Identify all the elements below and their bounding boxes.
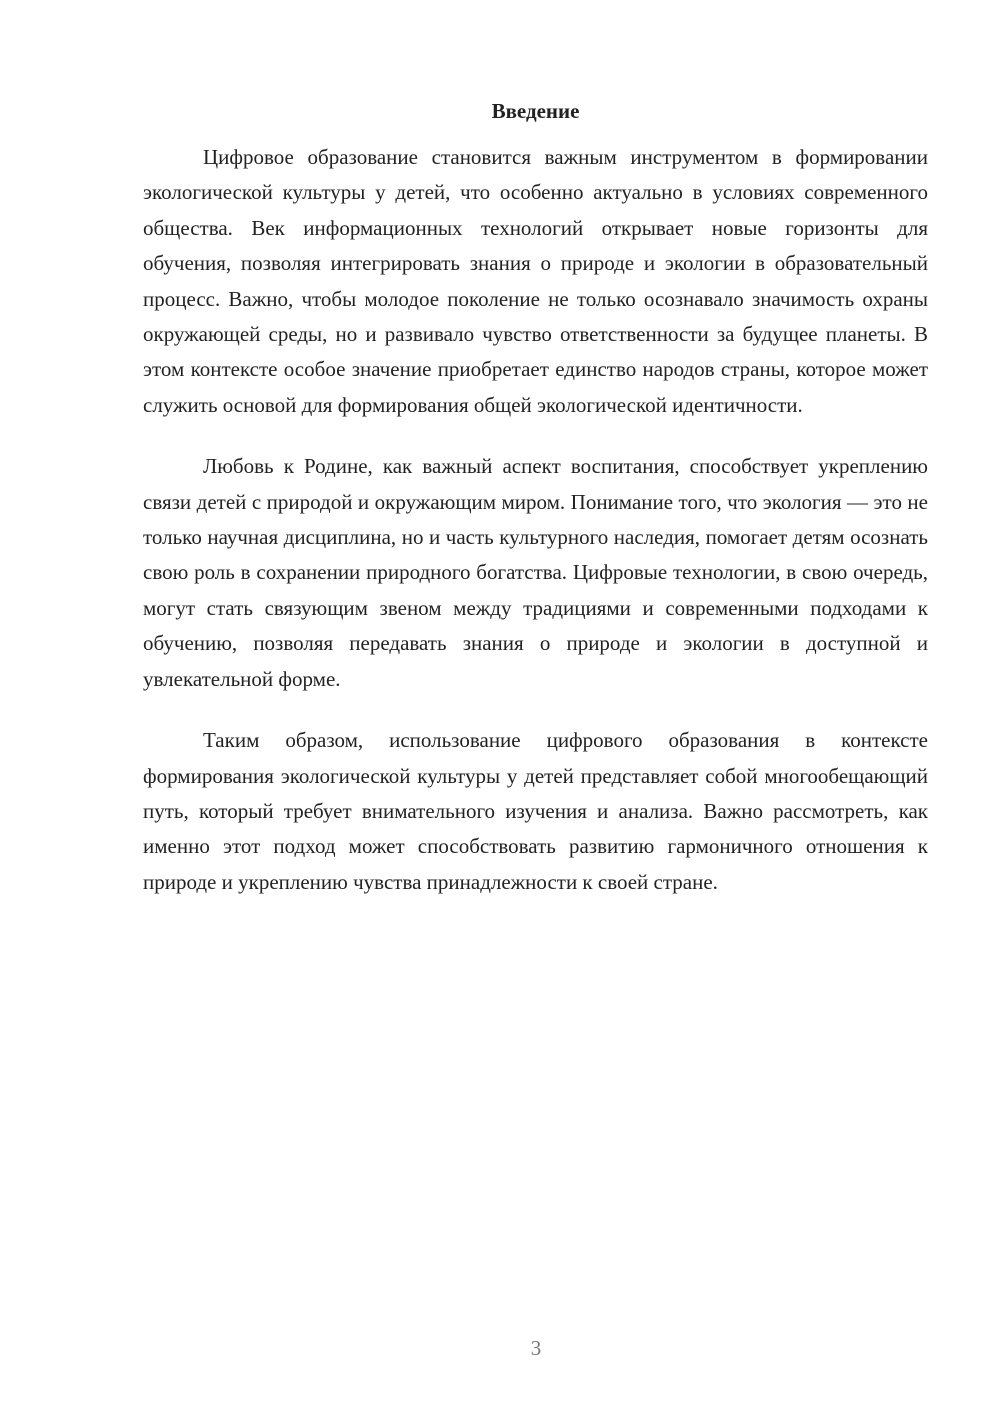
page-number: 3 [530, 1336, 542, 1360]
page-content [143, 96, 928, 926]
paragraph-3: Таким образом, использование цифрового образования в контексте формирования экологической культуры у детей представляет собой многообещающий путь, который требует внимательного изучения и анализа. Важно рассмотреть, как именно этот подход может способствовать развитию гармоничного отношения к природе и укреплению чувства принадлежности к своей стране. [143, 728, 928, 894]
paragraph-1: Цифровое образование становится важным инструментом в формировании экологической культуры у детей, что особенно актуально в условиях современного общества. Век информационных технологий открывает новые горизонты для обучения, позволяя интегрировать знания о природе и экологии в образовательный процесс. Важно, чтобы молодое поколение не только осознавало значимость охраны окружающей среды, но и развивало чувство ответственности за будущее планеты. В этом контексте особое значение приобретает единство народов страны, которое может служить основой для формирования общей экологической идентичности. [143, 145, 928, 417]
paragraph-2: Любовь к Родине, как важный аспект воспитания, способствует укреплению связи детей с природой и окружающим миром. Понимание того, что экология — это не только научная дисциплина, но и часть культурного наследия, помогает детям осознать свою роль в сохранении природного богатства. Цифровые технологии, в свою очередь, могут стать связующим звеном между традициями и современными подходами к обучению, позволяя передавать знания о природе и экологии в доступной и увлекательной форме. [143, 454, 928, 691]
section-title: Введение [491, 99, 580, 123]
